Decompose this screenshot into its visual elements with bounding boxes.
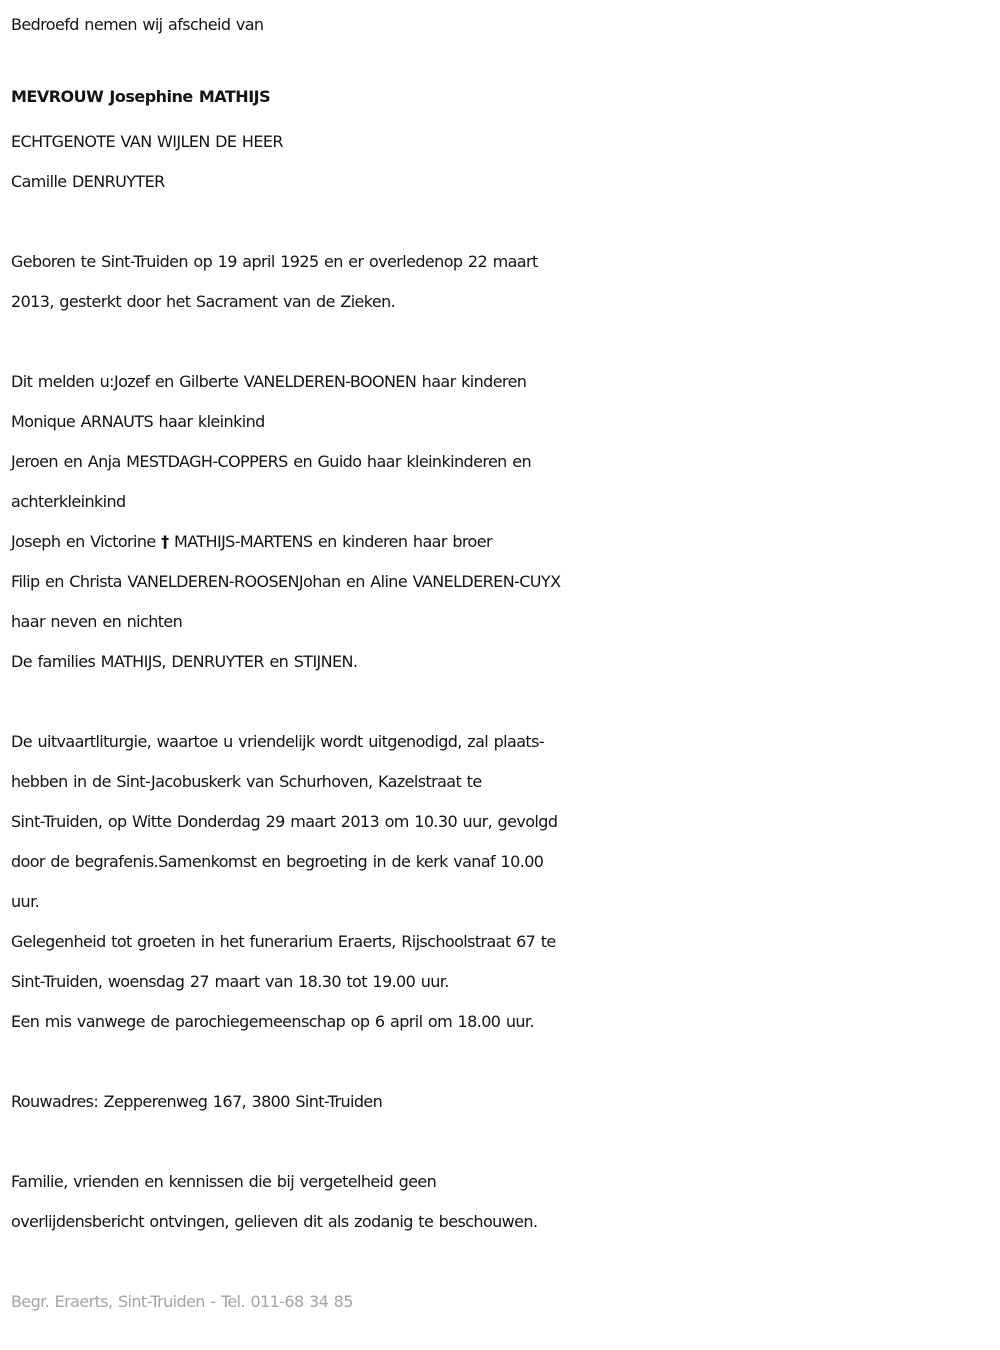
cross-icon: † <box>161 532 169 551</box>
relatives-line: achterkleinkind <box>11 492 126 511</box>
spacer <box>11 1042 991 1082</box>
birth-line: Geboren te Sint-Truiden op 19 april 1925 en er overledenop 22 maart <box>11 252 538 271</box>
relatives-text: Joseph en Victorine <box>11 532 162 551</box>
relatives-line <box>11 522 991 562</box>
relatives-line: De families MATHIJS, DENRUYTER en STIJNEN. <box>11 652 358 671</box>
funeral-home-footer: Begr. Eraerts, Sint-Truiden - Tel. 011-68 34 85 <box>11 1292 353 1311</box>
ceremony-line: door de begrafenis.Samenkomst en begroeting in de kerk vanaf 10.00 <box>11 852 544 871</box>
mourning-address: Rouwadres: Zepperenweg 167, 3800 Sint-Truiden <box>11 1092 383 1111</box>
spouse-title: ECHTGENOTE VAN WIJLEN DE HEER <box>11 132 283 151</box>
relatives-line: Dit melden u:Jozef en Gilberte VANELDEREN-BOONEN haar kinderen <box>11 372 527 391</box>
spacer <box>11 682 991 722</box>
relatives-text: MATHIJS-MARTENS en kinderen haar broer <box>168 532 492 551</box>
ceremony-line: Een mis vanwege de parochiegemeenschap op 6 april om 18.00 uur. <box>11 1012 534 1031</box>
ceremony-line: Sint-Truiden, op Witte Donderdag 29 maart 2013 om 10.30 uur, gevolgd <box>11 812 558 831</box>
spouse-name: Camille DENRUYTER <box>11 172 165 191</box>
relatives-line: Jeroen en Anja MESTDAGH-COPPERS en Guido haar kleinkinderen en <box>11 452 531 471</box>
deceased-name: MEVROUW Josephine MATHIJS <box>11 87 271 106</box>
ceremony-line: Gelegenheid tot groeten in het funerarium Eraerts, Rijschoolstraat 67 te <box>11 932 556 951</box>
relatives-line: Filip en Christa VANELDEREN-ROOSENJohan en Aline VANELDEREN-CUYX <box>11 572 561 591</box>
closing-line: overlijdensbericht ontvingen, gelieven dit als zodanig te beschouwen. <box>11 1212 538 1231</box>
relatives-line: haar neven en nichten <box>11 612 183 631</box>
relatives-line: Monique ARNAUTS haar kleinkind <box>11 412 265 431</box>
ceremony-line: Sint-Truiden, woensdag 27 maart van 18.30 tot 19.00 uur. <box>11 972 449 991</box>
ceremony-line: De uitvaartliturgie, waartoe u vriendelijk wordt uitgenodigd, zal plaats- <box>11 732 545 751</box>
spacer <box>11 202 991 242</box>
birth-line: 2013, gesterkt door het Sacrament van de Zieken. <box>11 292 396 311</box>
ceremony-line: hebben in de Sint-Jacobuskerk van Schurhoven, Kazelstraat te <box>11 772 482 791</box>
intro-text: Bedroefd nemen wij afscheid van <box>11 15 264 34</box>
spacer <box>11 1122 991 1162</box>
obituary-notice <box>11 0 991 1322</box>
ceremony-line: uur. <box>11 892 40 911</box>
closing-line: Familie, vrienden en kennissen die bij vergetelheid geen <box>11 1172 437 1191</box>
spacer <box>11 1242 991 1282</box>
spacer <box>11 322 991 362</box>
